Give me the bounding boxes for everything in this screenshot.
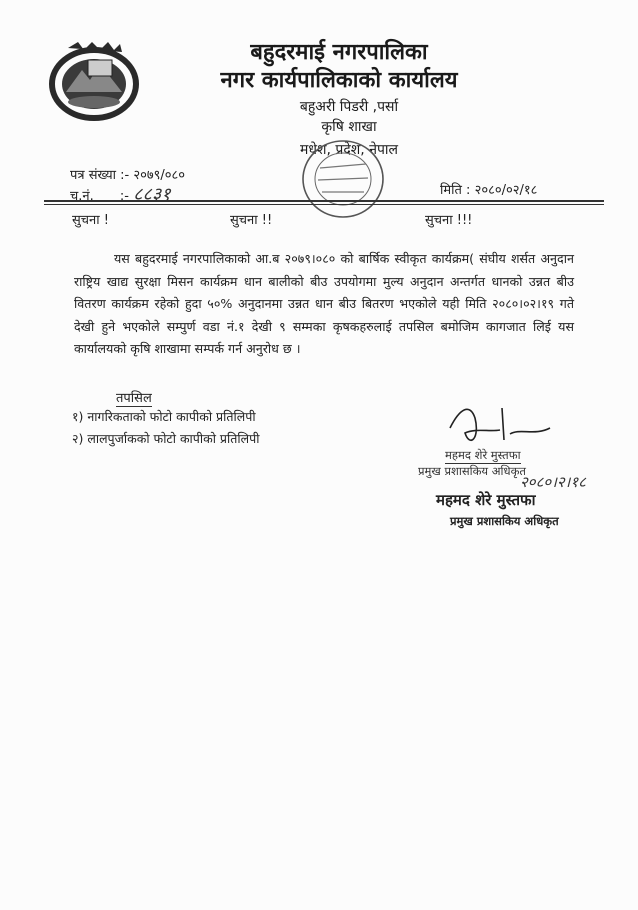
header-office-name: नगर कार्यपालिकाको कार्यालय bbox=[220, 68, 458, 93]
signatory-title-small: प्रमुख प्रशासकिय अधिकृत bbox=[418, 464, 526, 478]
signatory-name: महमद शेरे मुस्तफा bbox=[436, 491, 536, 509]
signature-date-handwritten: २०८०।२।१८ bbox=[520, 473, 586, 491]
date-row bbox=[440, 180, 537, 198]
notice-heading-2: सुचना !! bbox=[230, 213, 273, 228]
notice-body: यस बहुदरमाई नगरपालिकाको आ.ब २०७९।०८० को बार्षिक स्वीकृत कार्यक्रम( संघीय शर्सत अनुदान राष्ट्रिय खाद्य सुरक्षा मिसन कार्यक्रम धान बालीको बीउ उपयोगमा मुल्य अनुदान अन्तर्गत धानको उन्नत बीउ वितरण कार्यक्रम रहेको हुदा ५०% अनुदानमा उन्नत धान बीउ बितरण भएकोले यही मिति २०८०।०२।१९ गते देखी हुने भएकोले सम्पुर्ण वडा नं.१ देखी ९ सम्मका कृषकहरुलाई तपसिल बमोजिम कागजात लिई यस कार्यालयको कृषि शाखामा सम्पर्क गर्न अनुरोध छ । bbox=[74, 251, 574, 356]
tapasil-title: तपसिल bbox=[116, 388, 152, 407]
date-label: मिति : bbox=[440, 183, 471, 198]
header-address: बहुअरी पिडरी ,पर्सा bbox=[299, 99, 399, 115]
header-province: मधेश, प्रदेश, नेपाल bbox=[299, 142, 399, 158]
notice-heading-1: सुचना ! bbox=[72, 213, 109, 228]
list-item: २) लालपुर्जाकको फोटो कापीको प्रतिलिपी bbox=[72, 431, 260, 446]
signatory-title: प्रमुख प्रशासकिय अधिकृत bbox=[450, 514, 559, 528]
header-divider-bottom bbox=[44, 204, 604, 205]
header-municipality-name: बहुदरमाई नगरपालिका bbox=[250, 40, 428, 65]
tapasil-list bbox=[72, 406, 259, 450]
letter-number-label: पत्र संख्या :- bbox=[70, 168, 130, 183]
signatory-name-small: महमद शेरे मुस्तफा bbox=[445, 448, 521, 462]
header-divider-top bbox=[44, 200, 604, 202]
dispatch-number-label: च.नं. bbox=[70, 189, 94, 204]
office-stamp-icon bbox=[300, 138, 386, 220]
dispatch-number-separator: :- bbox=[119, 189, 129, 204]
header-section: कृषि शाखा bbox=[321, 119, 377, 135]
dispatch-number-row bbox=[70, 182, 171, 206]
list-item: १) नागरिकताको फोटो कापीको प्रतिलिपी bbox=[72, 409, 256, 424]
letter-number-row bbox=[70, 165, 185, 183]
dispatch-number-value: ८८३१ bbox=[133, 184, 171, 205]
notice-heading-3: सुचना !!! bbox=[425, 213, 473, 228]
letter-number-value: २०७९/०८० bbox=[133, 168, 186, 183]
date-value: २०८०/०२/१८ bbox=[474, 183, 538, 198]
